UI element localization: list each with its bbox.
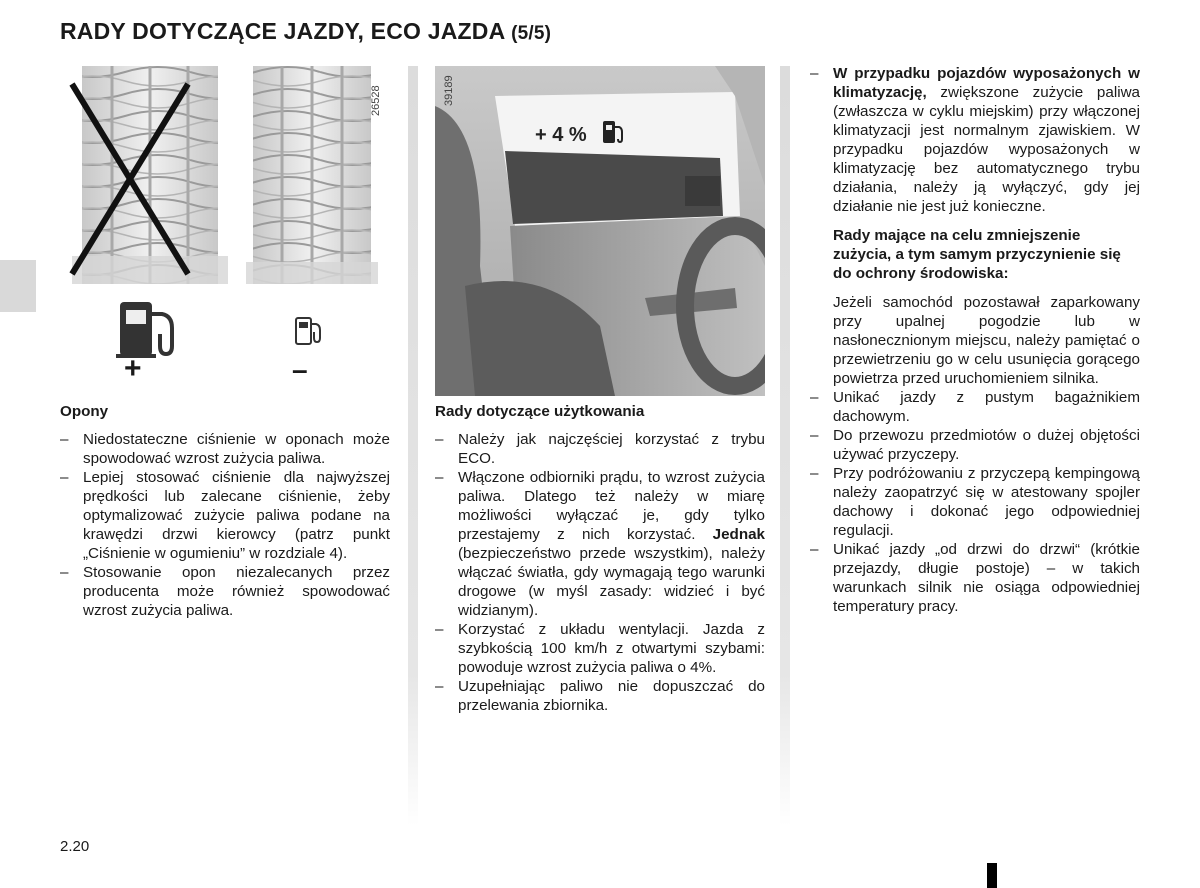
chapter-tab [0,260,36,312]
page-number: 2.20 [60,838,90,855]
tire-illustration [60,66,400,396]
correct-tire [246,66,378,284]
list-item [810,64,1140,216]
list-item: – Lepiej stosować ciśnienie dla najwyższej prędkości lub zalecane ciśnienie, żeby optymalizować zużycie paliwa podane na krawędzi drzwi kierowcy (patrz punkt „Ciśnienie w ogumieniu” w rozdziale 4). [60,468,390,563]
page-title-part: (5/5) [511,23,552,44]
tire-pressure-figure [60,66,400,396]
usage-tips-section [435,402,765,715]
fuel-pump-small-icon [296,318,320,344]
list-item: – Unikać jazdy z pustym bagażnikiem dachowym. [810,388,1140,426]
page-marker [987,863,997,888]
car-interior-illustration [435,66,765,396]
list-item: – Stosowanie opon niezalecanych przez producenta może również spowodować wzrost zużycia paliwa. [60,563,390,620]
plus-symbol: + [124,352,142,385]
section-heading: Opony [60,403,109,420]
consumption-label: + 4 % [535,124,587,146]
list-item: – Należy jak najczęściej korzystać z trybu ECO. [435,430,765,468]
underinflated-tire [72,66,228,284]
section-subheading: Rady mające na celu zmniejszenie zużycia, a tym samym przyczynienie się do ochrony środowiska: [833,227,1121,282]
list-item-text: (bezpieczeństwo przede wszystkim), należy włączać światła, gdy wymagają tego warunki drogowe (w myśl zasady: widzieć i być widzianym). [458,545,765,619]
interior-figure [435,66,765,396]
list-item: – Unikać jazdy „od drzwi do drzwi“ (krótkie przejazdy, długie postoje) – w takich warunkach silnik nie osiąga odpowiedniej temperatury pracy. [810,540,1140,616]
minus-symbol: – [292,354,308,385]
column-divider [780,66,790,826]
list-item: – Do przewozu przedmiotów o dużej objętości używać przyczepy. [810,426,1140,464]
fuel-pump-large-icon [116,302,172,358]
paragraph: Jeżeli samochód pozostawał zaparkowany przy upalnej pogodzie lub w nasłonecznionym miejscu, należy pamiętać o przewietrzeniu go w celu usunięcia gorącego powietrza przed uruchomieniem silnika. [833,294,1140,387]
list-item-text: Włączone odbiorniki prądu, to wzrost zużycia paliwa. Dlatego też należy w miarę możliwości wyłączać je, gdy tylko przestajemy z nich korzystać. [458,469,765,543]
page-title-text: RADY DOTYCZĄCE JAZDY, ECO JAZDA [60,18,505,44]
list-item: – Uzupełniając paliwo nie dopuszczać do przelewania zbiornika. [435,677,765,715]
list-item: – Niedostateczne ciśnienie w oponach może spowodować wzrost zużycia paliwa. [60,430,390,468]
page-title [60,18,551,45]
list-item [435,468,765,620]
list-item: – Korzystać z układu wentylacji. Jazda z szybkością 100 km/h z otwartymi szybami: powoduje wzrost zużycia paliwa o 4%. [435,620,765,677]
section-heading: Rady dotyczące użytkowania [435,403,645,420]
list-item-text: zwiększone zużycie paliwa (zwłaszcza w cyklu miejskim) przy włączonej klimatyzacji jest normalnym zjawiskiem. W przypadku pojazdów wyposażonych w klimatyzację bez automatycznego trybu działania, należy ją wyłączyć, gdy jej działanie nie jest już konieczne. [833,84,1140,215]
emphasis-text: W przypadku pojazdów wyposażonych w klimatyzację, [833,65,1140,101]
tires-section [60,402,390,620]
column-divider [408,66,418,826]
figure-number: 39189 [443,75,455,106]
list-item: – Przy podróżowaniu z przyczepą kempingową należy zaopatrzyć się w atestowany spojler dachowy i dokonać jego odpowiedniej regulacji. [810,464,1140,540]
figure-number: 26528 [370,85,382,116]
environment-section [810,64,1140,616]
emphasis-text: Jednak [712,526,765,543]
